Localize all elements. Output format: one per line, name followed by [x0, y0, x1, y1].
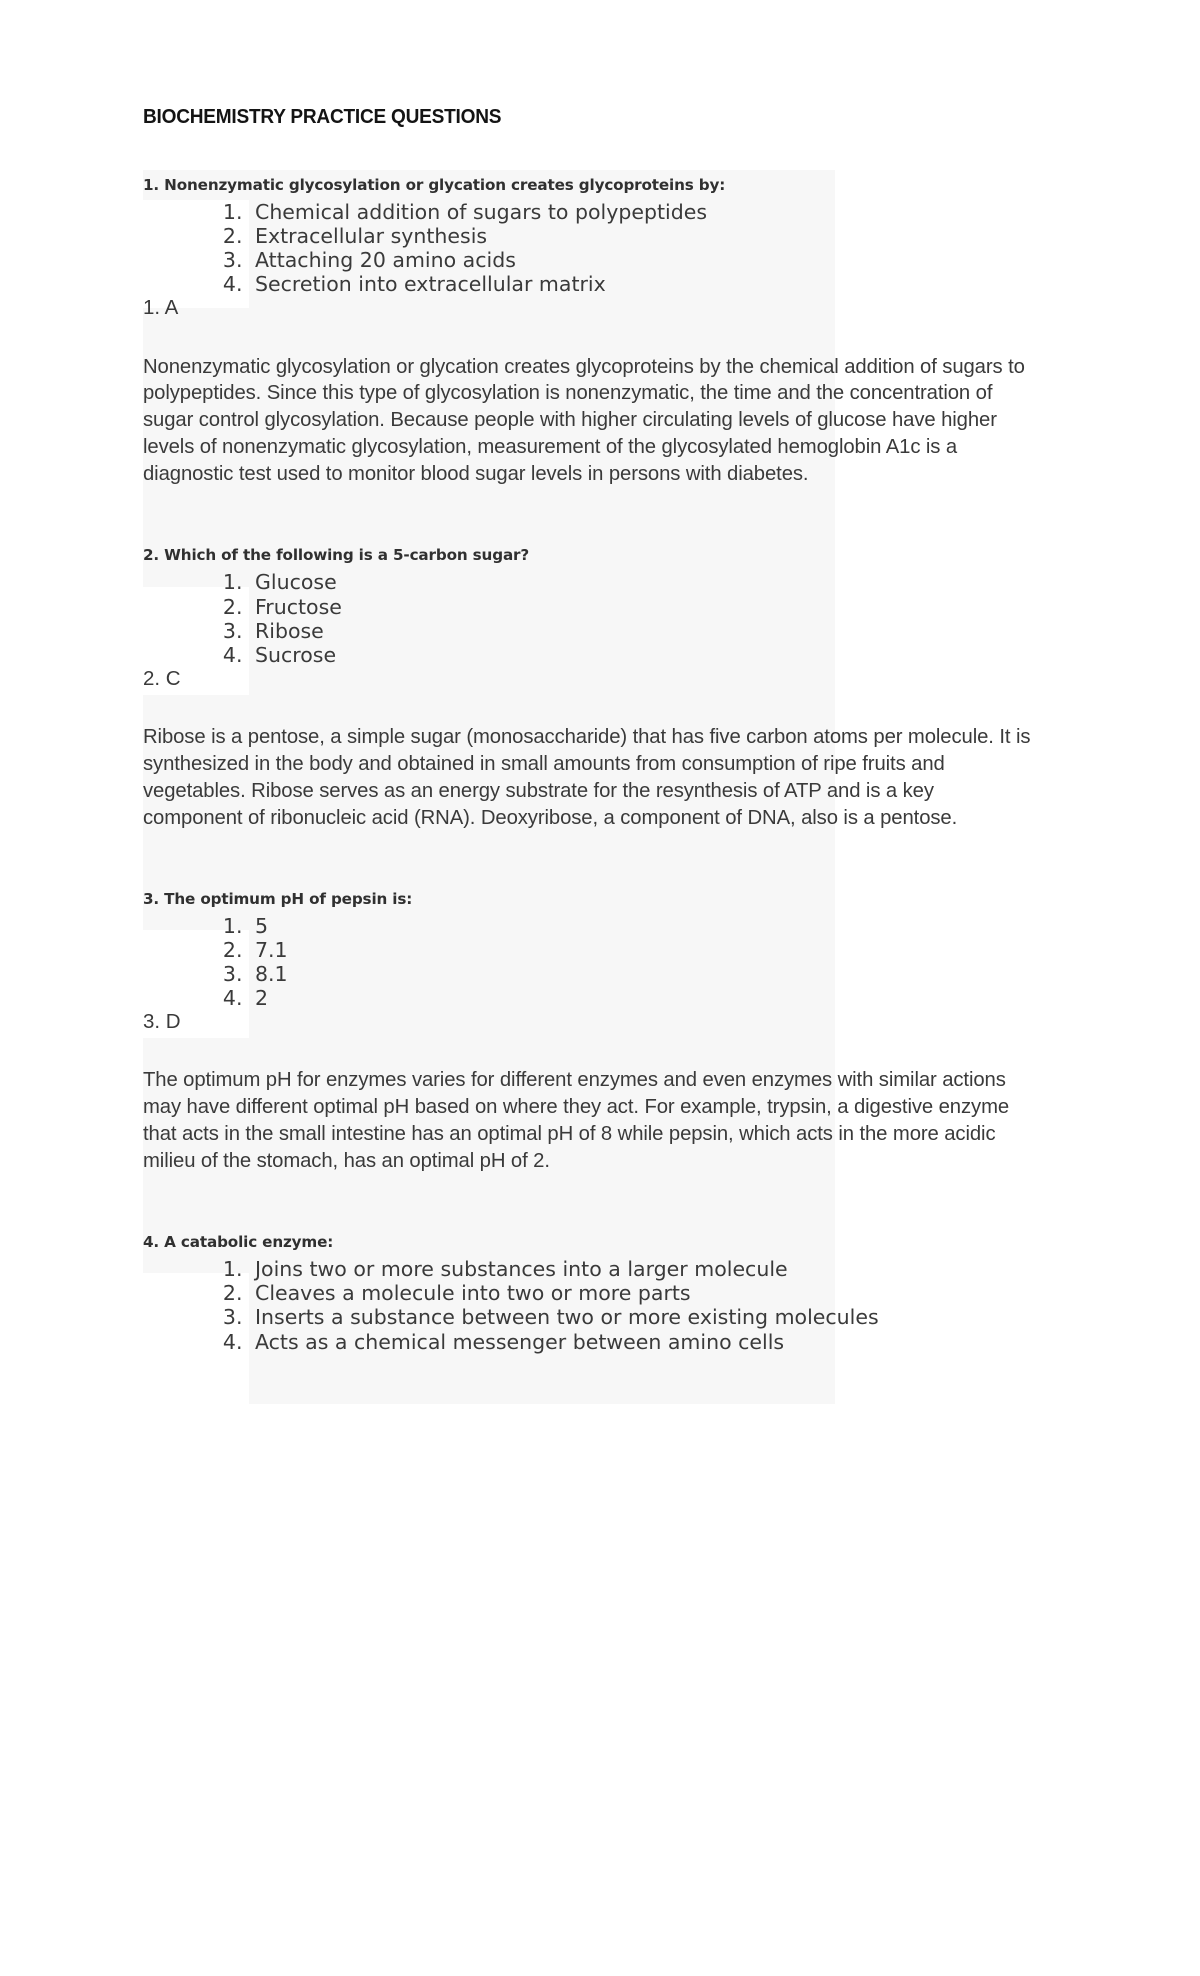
- spacer: [143, 1175, 1043, 1233]
- option-item[interactable]: 1. Glucose: [249, 570, 1043, 594]
- option-item[interactable]: 1. Joins two or more substances into a larger molecule: [249, 1257, 1043, 1281]
- spacer: [143, 488, 1043, 546]
- question-block-2: [143, 546, 1043, 889]
- option-item[interactable]: 3. 8.1: [249, 962, 1043, 986]
- question-heading-4: 4. A catabolic enzyme:: [143, 1233, 334, 1252]
- option-item[interactable]: 1. 5: [249, 914, 1043, 938]
- option-item[interactable]: 4. 2: [249, 986, 1043, 1010]
- option-list-4: [143, 1257, 1043, 1353]
- question-block-4: [143, 1233, 1043, 1353]
- option-item[interactable]: 2. Cleaves a molecule into two or more parts: [249, 1281, 1043, 1305]
- option-item[interactable]: 4. Sucrose: [249, 643, 1043, 667]
- document-content: [143, 105, 1043, 1354]
- page-title: BIOCHEMISTRY PRACTICE QUESTIONS: [143, 105, 502, 128]
- option-item[interactable]: 4. Acts as a chemical messenger between amino cells: [249, 1330, 1043, 1354]
- question-block-3: [143, 890, 1043, 1233]
- option-item[interactable]: 4. Secretion into extracellular matrix: [249, 272, 1043, 296]
- question-block-1: [143, 176, 1043, 546]
- question-heading-2: 2. Which of the following is a 5-carbon sugar?: [143, 546, 530, 565]
- option-list-1: [143, 200, 1043, 296]
- option-item[interactable]: 3. Inserts a substance between two or more existing molecules: [249, 1305, 1043, 1329]
- option-item[interactable]: 3. Attaching 20 amino acids: [249, 248, 1043, 272]
- option-item[interactable]: 2. Extracellular synthesis: [249, 224, 1043, 248]
- explanation-2: Ribose is a pentose, a simple sugar (monosaccharide) that has five carbon atoms per molecule. It is synthesized in the body and obtained in small amounts from consumption of ripe fruits and vegetables. Ribose serves as an energy substrate for the resynthesis of ATP and is a key component of ribonucleic acid (RNA). Deoxyribose, a component of DNA, also is a pentose.: [143, 725, 1031, 829]
- option-list-3: [143, 914, 1043, 1010]
- question-heading-3: 3. The optimum pH of pepsin is:: [143, 889, 413, 908]
- option-item[interactable]: 2. Fructose: [249, 595, 1043, 619]
- answer-key-3: 3. D: [143, 1010, 181, 1034]
- spacer: [143, 832, 1043, 890]
- option-item[interactable]: 1. Chemical addition of sugars to polypeptides: [249, 200, 1043, 224]
- answer-key-1: 1. A: [143, 296, 179, 320]
- explanation-3: The optimum pH for enzymes varies for different enzymes and even enzymes with similar actions may have different optimal pH based on where they act. For example, trypsin, a digestive enzyme that acts in the small intestine has an optimal pH of 8 while pepsin, which acts in the more acidic milieu of the stomach, has an optimal pH of 2.: [143, 1069, 1010, 1173]
- option-list-2: [143, 570, 1043, 666]
- option-item[interactable]: 2. 7.1: [249, 938, 1043, 962]
- option-item[interactable]: 3. Ribose: [249, 619, 1043, 643]
- explanation-1: Nonenzymatic glycosylation or glycation creates glycoproteins by the chemical addition of sugars to polypeptides. Since this type of glycosylation is nonenzymatic, the time and the concentration of sugar control glycosylation. Because people with higher circulating levels of glucose have higher levels of nonenzymatic glycosylation, measurement of the glycosylated hemoglobin A1c is a diagnostic test used to monitor blood sugar levels in persons with diabetes.: [143, 355, 1025, 486]
- answer-key-2: 2. C: [143, 666, 181, 690]
- question-heading-1: 1. Nonenzymatic glycosylation or glycation creates glycoproteins by:: [143, 176, 726, 194]
